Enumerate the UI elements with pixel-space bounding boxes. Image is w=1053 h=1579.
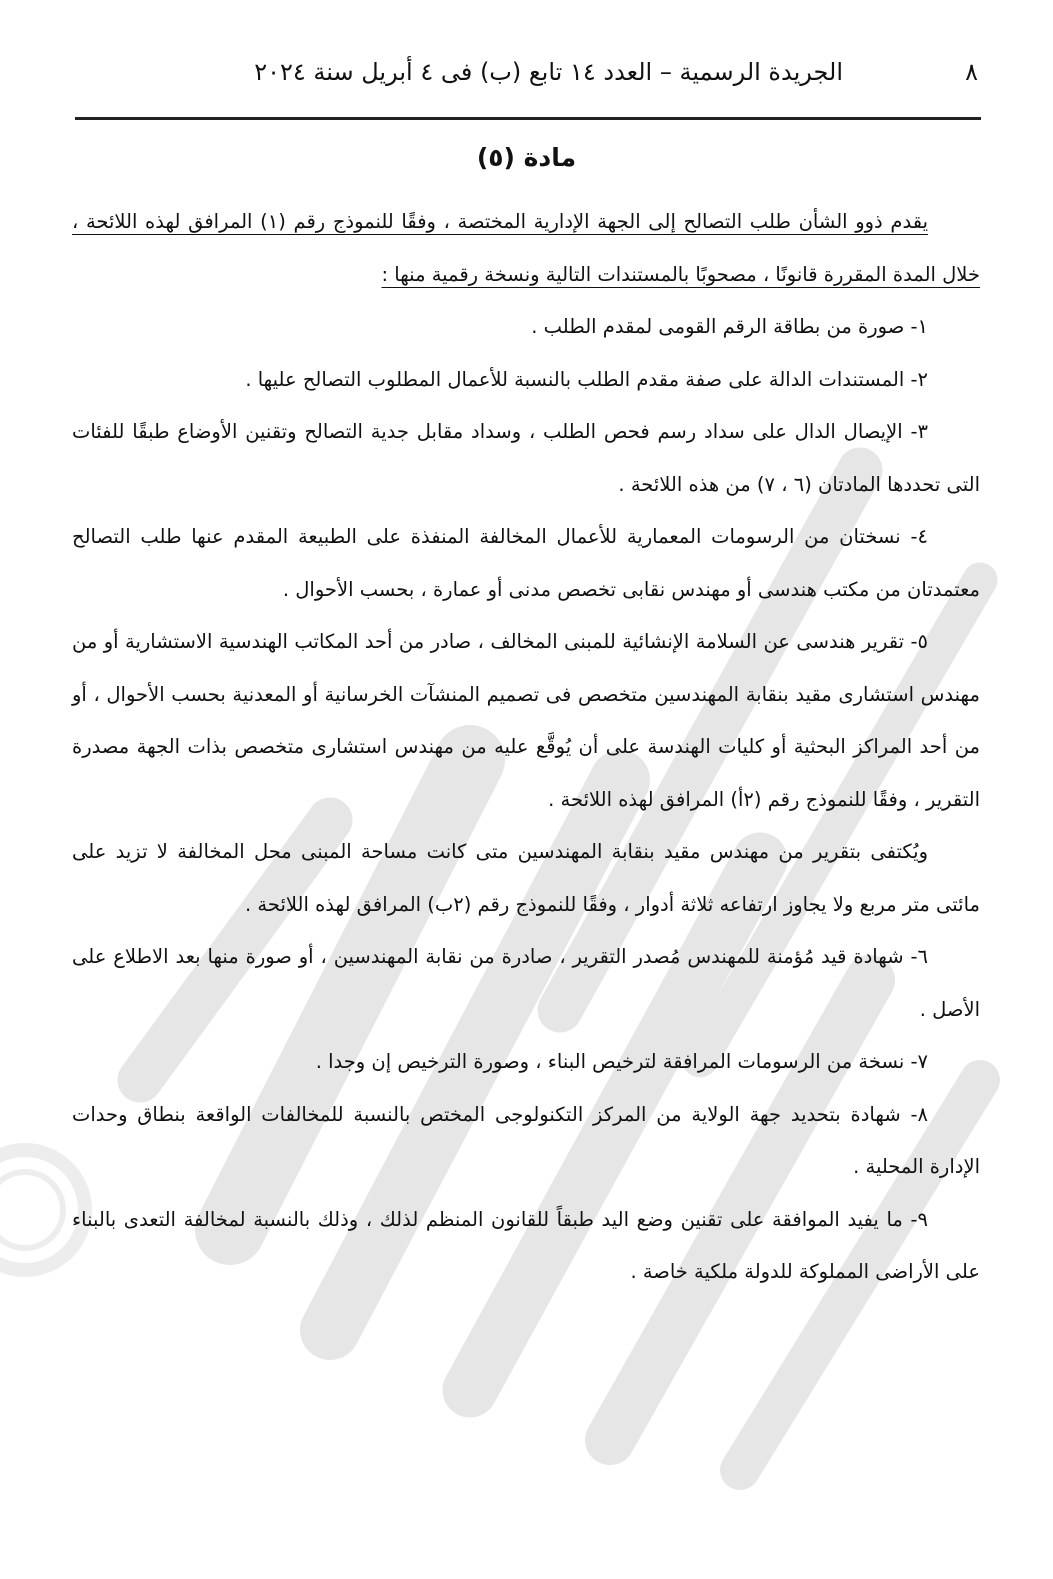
page-header	[75, 52, 978, 102]
list-item: ٨- شهادة بتحديد جهة الولاية من المركز التكنولوجى المختص بالنسبة للمخالفات الواقعة بنطاق وحدات الإدارة المحلية .	[72, 1102, 980, 1178]
list-item: ٧- نسخة من الرسومات المرافقة لترخيص البناء ، وصورة الترخيص إن وجدا .	[315, 1050, 928, 1073]
list-item: ويُكتفى بتقرير من مهندس مقيد بنقابة المهندسين متى كانت مساحة المبنى محل المخالفة لا تزيد على مائتى متر مربع ولا يجاوز ارتفاعه ثلاثة أدوار ، وفقًا للنموذج رقم (٢ب) المرافق لهذه اللائحة .	[72, 840, 980, 916]
list-item: ٩- ما يفيد الموافقة على تقنين وضع اليد طبقاً للقانون المنظم لذلك ، وذلك بالنسبة لمخالفة التعدى بالبناء على الأراضى المملوكة للدولة ملكية خاصة .	[72, 1207, 980, 1283]
article-intro: يقدم ذوو الشأن طلب التصالح إلى الجهة الإدارية المختصة ، وفقًا للنموذج رقم (١) المرافق لهذه اللائحة ، خلال المدة المقررة قانونًا ، مصحوبًا بالمستندات التالية ونسخة رقمية منها :	[72, 210, 980, 286]
list-item: ٣- الإيصال الدال على سداد رسم فحص الطلب ، وسداد مقابل جدية التصالح وتقنين الأوضاع طبقًا للفئات التى تحددها المادتان (٦ ، ٧) من هذه اللائحة .	[72, 420, 980, 496]
gazette-header-title: الجريدة الرسمية – العدد ١٤ تابع (ب) فى ٤ أبريل سنة ٢٠٢٤	[254, 58, 843, 86]
header-divider	[75, 117, 981, 120]
list-item: ٥- تقرير هندسى عن السلامة الإنشائية للمبنى المخالف ، صادر من أحد المكاتب الهندسية الاستشارية أو من مهندس استشارى مقيد بنقابة المهندسين متخصص فى تصميم المنشآت الخرسانية أو المعدنية بحسب الأحوال ، أو من أحد المراكز البحثية أو كليات الهندسة على أن يُوقَّع عليه من مهندس استشارى متخصص بذات الجهة مصدرة التقرير ، وفقًا للنموذج رقم (٢أ) المرافق لهذه اللائحة .	[72, 630, 980, 811]
list-item: ١- صورة من بطاقة الرقم القومى لمقدم الطلب .	[531, 315, 928, 338]
list-item: ٢- المستندات الدالة على صفة مقدم الطلب بالنسبة للأعمال المطلوب التصالح عليها .	[245, 367, 928, 391]
article-title: مادة (٥)	[476, 143, 577, 172]
list-item: ٦- شهادة قيد مُؤمنة للمهندس مُصدر التقرير ، صادرة من نقابة المهندسين ، أو صورة منها بعد الاطلاع على الأصل .	[72, 945, 980, 1021]
page-number: ٨	[965, 58, 978, 86]
article-body	[72, 196, 980, 1299]
list-item: ٤- نسختان من الرسومات المعمارية للأعمال المخالفة المنفذة على الطبيعة المقدم عنها طلب التصالح معتمدتان من مكتب هندسى أو مهندس نقابى تخصص مدنى أو عمارة ، بحسب الأحوال .	[72, 525, 980, 601]
